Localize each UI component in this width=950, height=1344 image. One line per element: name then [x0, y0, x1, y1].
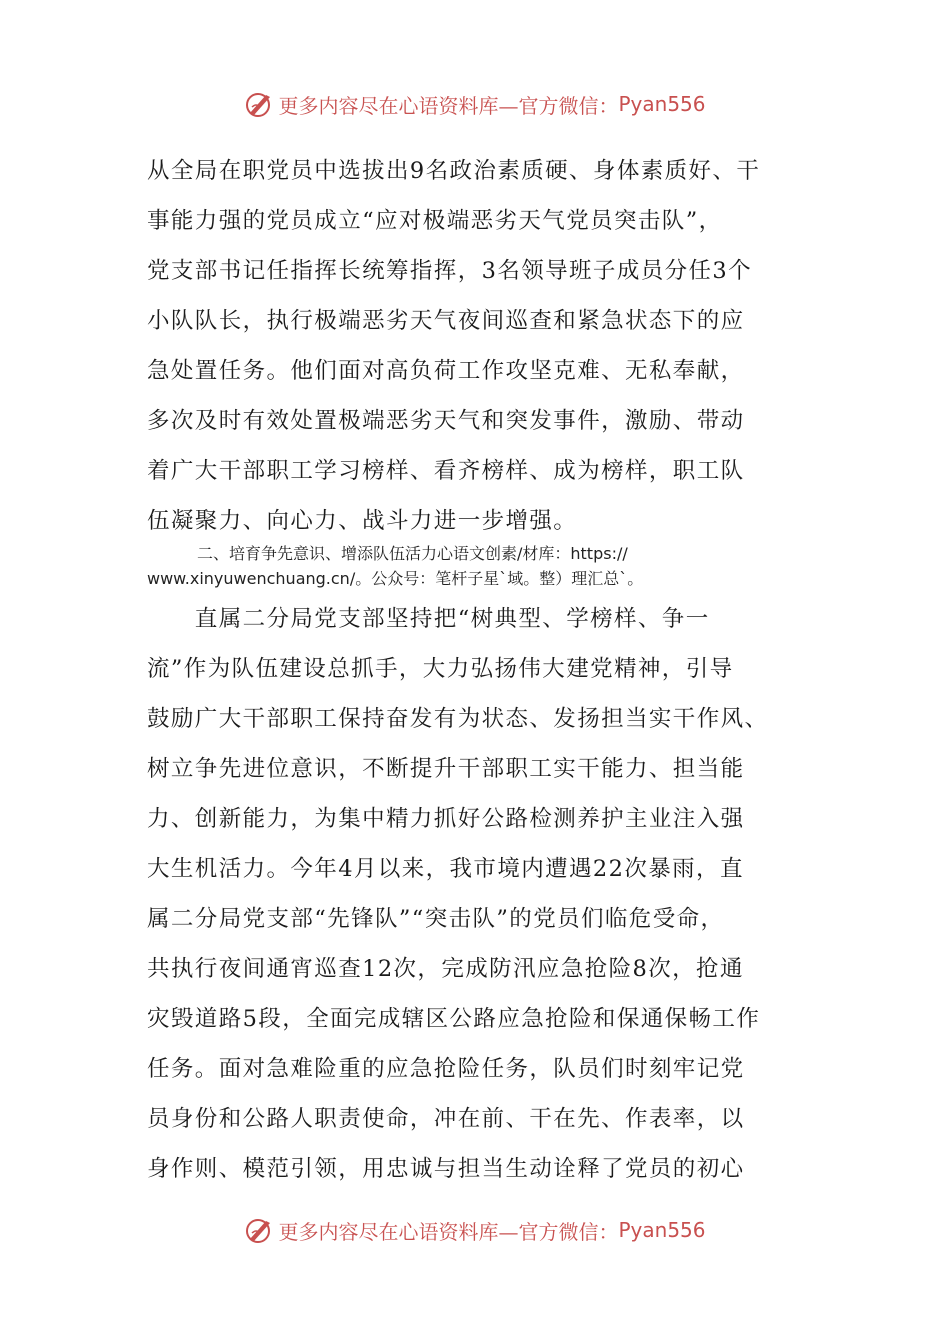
- text-line: 着广大干部职工学习榜样、看齐榜样、成为榜样，职工队: [147, 458, 745, 484]
- text-line: 从全局在职党员中选拔出9名政治素质硬、身体素质好、干: [147, 158, 761, 184]
- text-line: 直属二分局党支部坚持把“树典型、学榜样、争一: [147, 606, 710, 632]
- text-line: 大生机活力。今年4月以来，我市境内遭遇22次暴雨，直: [147, 856, 744, 882]
- paragraph-2: [147, 594, 807, 1194]
- pen-logo-icon: [244, 1215, 274, 1245]
- banner-wechat: Pyan556: [618, 92, 706, 116]
- text-line: 流”作为队伍建设总抓手，大力弘扬伟大建党精神，引导: [147, 656, 734, 682]
- paragraph-1: [147, 146, 807, 546]
- text-line: 属二分局党支部“先锋队”“突击队”的党员们临危受命，: [147, 906, 725, 932]
- text-line: 灾毁道路5段，全面完成辖区公路应急抢险和保通保畅工作: [147, 1006, 761, 1032]
- footer-banner: [0, 1210, 950, 1250]
- text-line: 多次及时有效处置极端恶劣天气和突发事件，激励、带动: [147, 408, 745, 434]
- banner-text: 更多内容尽在心语资料库—官方微信：: [278, 1219, 619, 1244]
- text-line: 急处置任务。他们面对高负荷工作攻坚克难、无私奉献，: [147, 358, 745, 384]
- pen-logo-icon: [244, 89, 274, 119]
- banner-text: 更多内容尽在心语资料库—官方微信：: [278, 93, 619, 118]
- text-line: 力、创新能力，为集中精力抓好公路检测养护主业注入强: [147, 806, 745, 832]
- text-line: 共执行夜间通宵巡查12次，完成防汛应急抢险8次，抢通: [147, 956, 744, 982]
- heading-line-1: 二、培育争先意识、增添队伍活力心语文创素/材库：https://: [197, 544, 628, 563]
- text-line: 党支部书记任指挥长统筹指挥，3名领导班子成员分任3个: [147, 258, 753, 284]
- heading-line-2: www.xinyuwenchuang.cn/。公众号：笔杆子星`域。整）理汇总`。: [147, 569, 644, 588]
- section-heading: [147, 541, 827, 591]
- text-line: 伍凝聚力、向心力、战斗力进一步增强。: [147, 508, 578, 534]
- text-line: 事能力强的党员成立“应对极端恶劣天气党员突击队”，: [147, 208, 723, 234]
- banner-wechat: Pyan556: [618, 1218, 706, 1242]
- header-banner: [0, 84, 950, 124]
- text-line: 身作则、模范引领，用忠诚与担当生动诠释了党员的初心: [147, 1156, 745, 1182]
- text-line: 树立争先进位意识，不断提升干部职工实干能力、担当能: [147, 756, 745, 782]
- text-line: 员身份和公路人职责使命，冲在前、干在先、作表率，以: [147, 1106, 745, 1132]
- text-line: 小队队长，执行极端恶劣天气夜间巡查和紧急状态下的应: [147, 308, 745, 334]
- text-line: 任务。面对急难险重的应急抢险任务，队员们时刻牢记党: [147, 1056, 745, 1082]
- text-line: 鼓励广大干部职工保持奋发有为状态、发扬担当实干作风、: [147, 706, 769, 732]
